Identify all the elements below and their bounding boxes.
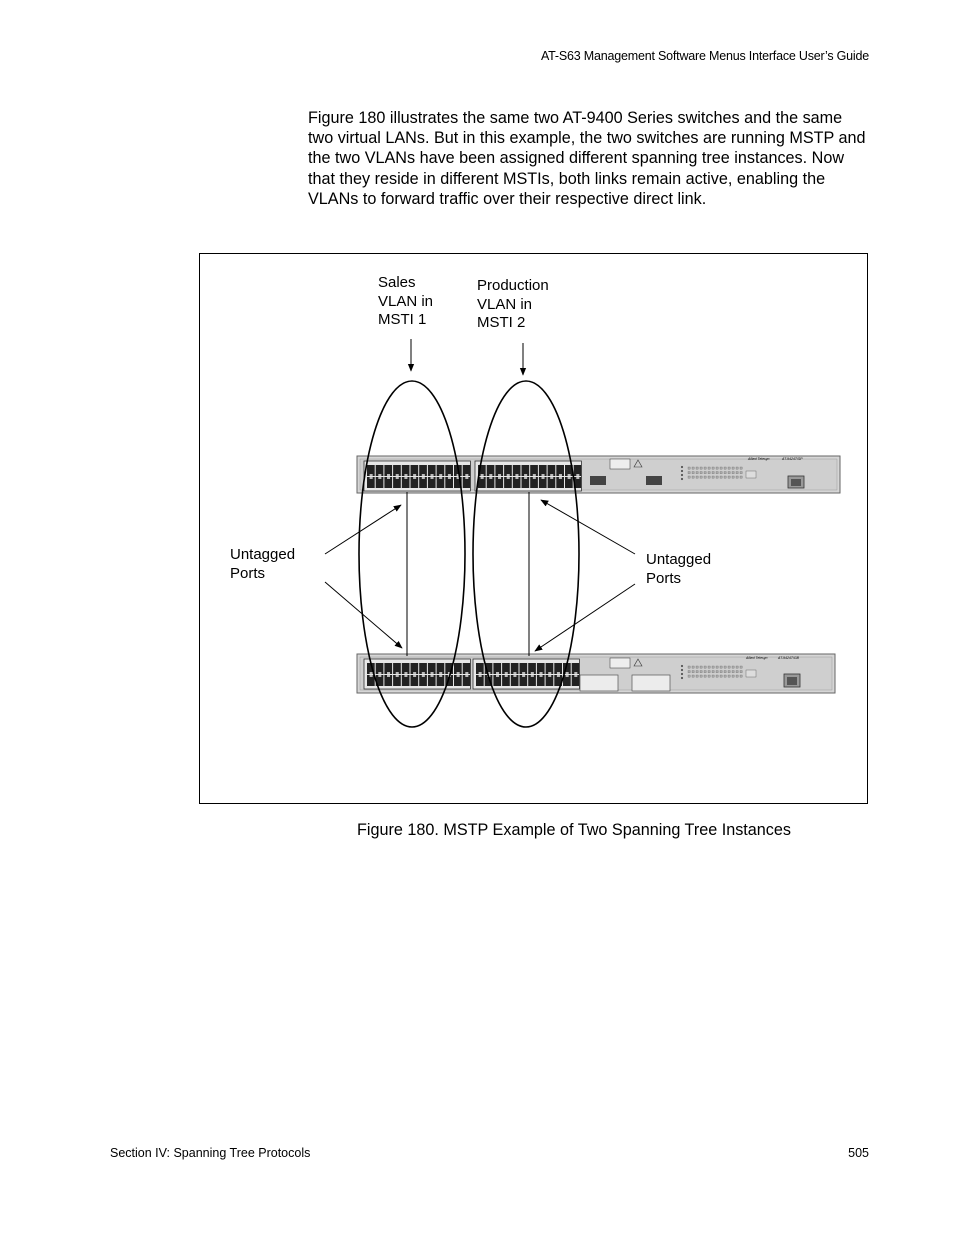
switch-bottom-model: AT-9424T/GB <box>778 656 800 660</box>
label-untagged-ports-left <box>230 546 295 583</box>
label-line: Untagged <box>646 551 712 568</box>
running-header: AT-S63 Management Software Menus Interface User’s Guide <box>540 49 869 63</box>
label-line: Ports <box>646 569 682 587</box>
label-line: MSTI 1 <box>378 311 427 328</box>
label-line: Sales <box>378 274 416 291</box>
switch-bottom-brand: Allied Telesyn <box>746 656 768 660</box>
label-line: VLAN in <box>378 292 434 310</box>
label-sales-vlan <box>378 274 433 330</box>
label-untagged-ports-right <box>646 551 711 588</box>
body-paragraph: Figure 180 illustrates the same two AT-9400 Series switches and the same two virtual LANs. But in this example, the two switches are running MSTP and the two VLANs have been assigned different spanning tree instances. Now that they reside in different MSTIs, both links remain active, enabling the VLANs to forward traffic over their respective direct link. <box>308 109 866 208</box>
network-diagram <box>200 254 869 805</box>
switch-top-brand: Allied Telesyn <box>748 457 770 461</box>
label-line: VLAN in <box>477 295 533 313</box>
body-text <box>308 108 868 209</box>
switch-bottom <box>357 654 835 693</box>
label-line: Ports <box>230 564 266 582</box>
arrow-untagged-right-bottom <box>535 584 635 651</box>
label-line: Production <box>477 277 549 294</box>
arrow-untagged-left-top <box>325 505 401 554</box>
page-number: 505 <box>848 1146 869 1160</box>
label-line: MSTI 2 <box>477 314 526 331</box>
port-block-top-right <box>475 461 581 491</box>
footer-section: Section IV: Spanning Tree Protocols <box>110 1146 311 1160</box>
switch-top-model: AT-9424T/SP <box>782 457 803 461</box>
port-block-top-left <box>364 461 470 491</box>
arrow-untagged-right-top <box>541 500 635 554</box>
arrow-untagged-left-bottom <box>325 582 402 648</box>
figure-caption: Figure 180. MSTP Example of Two Spanning Tree Instances <box>357 821 792 839</box>
label-line: Untagged <box>230 546 296 563</box>
figure-180 <box>199 253 868 804</box>
label-production-vlan <box>477 277 549 333</box>
switch-top <box>357 456 840 493</box>
port-block-bottom-left <box>364 659 470 689</box>
